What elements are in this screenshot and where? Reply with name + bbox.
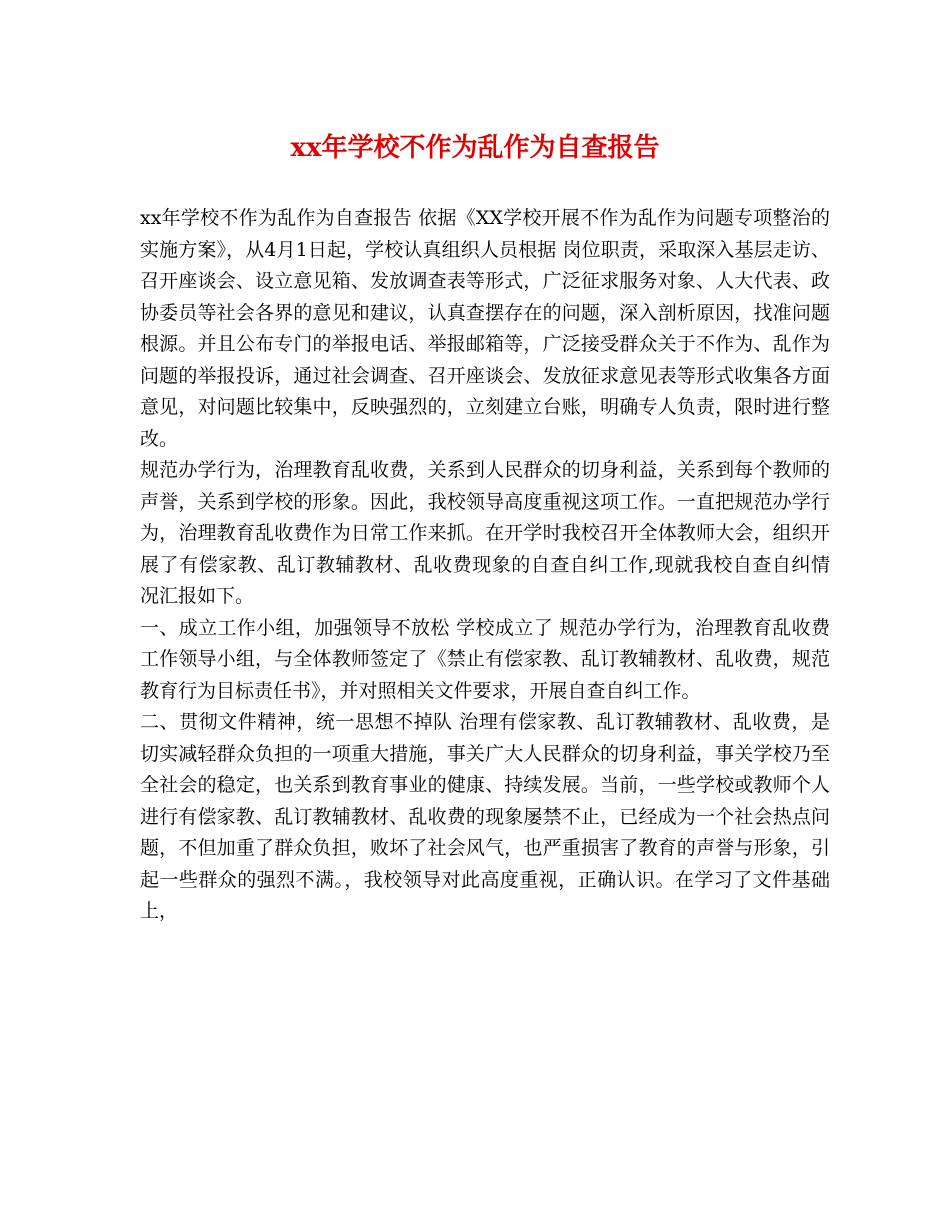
document-title: xx年学校不作为乱作为自查报告 [290,133,660,163]
paragraph-section-one: 一、成立工作小组，加强领导不放松 学校成立了 规范办学行为，治理教育乱收费 工作领导小组，与全体教师签定了《禁止有偿家教、乱订教辅教材、乱收费，规范教育行为目标责任书》，并对照相关文件要求，开展自查自纠工作。 [140,616,830,702]
paragraph-regulation: 规范办学行为，治理教育乱收费，关系到人民群众的切身利益，关系到每个教师的声誉，关系到学校的形象。因此，我校领导高度重视这项工作。一直把规范办学行为，治理教育乱收费作为日常工作来抓。在开学时我校召开全体教师大会，组织开展了有偿家教、乱订教辅教材、乱收费现象的自查自纠工作,现就我校自查自纠情况汇报如下。 [140,459,830,607]
paragraph-intro: xx年学校不作为乱作为自查报告 依据《XX学校开展不作为乱作为问题专项整治的实施方案》，从4月1日起，学校认真组织人员根据 岗位职责，采取深入基层走访、召开座谈会、设立意见箱、发放调查表等形式，广泛征求服务对象、人大代表、政协委员等社会各界的意见和建议，认真查摆存在的问题，深入剖析原因，找准问题根源。并且公布专门的举报电话、举报邮箱等，广泛接受群众关于不作为、乱作为问题的举报投诉，通过社会调查、召开座谈会、发放征求意见表等形式收集各方面意见，对问题比较集中，反映强烈的，立刻建立台账，明确专人负责，限时进行整改。 [140,207,830,450]
paragraph-section-two: 二、贯彻文件精神，统一思想不掉队 治理有偿家教、乱订教辅教材、乱收费，是切实减轻群众负担的一项重大措施，事关广大人民群众的切身利益，事关学校乃至全社会的稳定，也关系到教育事业的健康、持续发展。当前，一些学校或教师个人进行有偿家教、乱订教辅教材、乱收费的现象屡禁不止，已经成为一个社会热点问题，不但加重了群众负担，败坏了社会风气，也严重损害了教育的声誉与形象，引起一些群众的强烈不满。，我校领导对此高度重视，正确认识。在学习了文件基础上， [140,711,830,922]
document-body [140,203,830,928]
